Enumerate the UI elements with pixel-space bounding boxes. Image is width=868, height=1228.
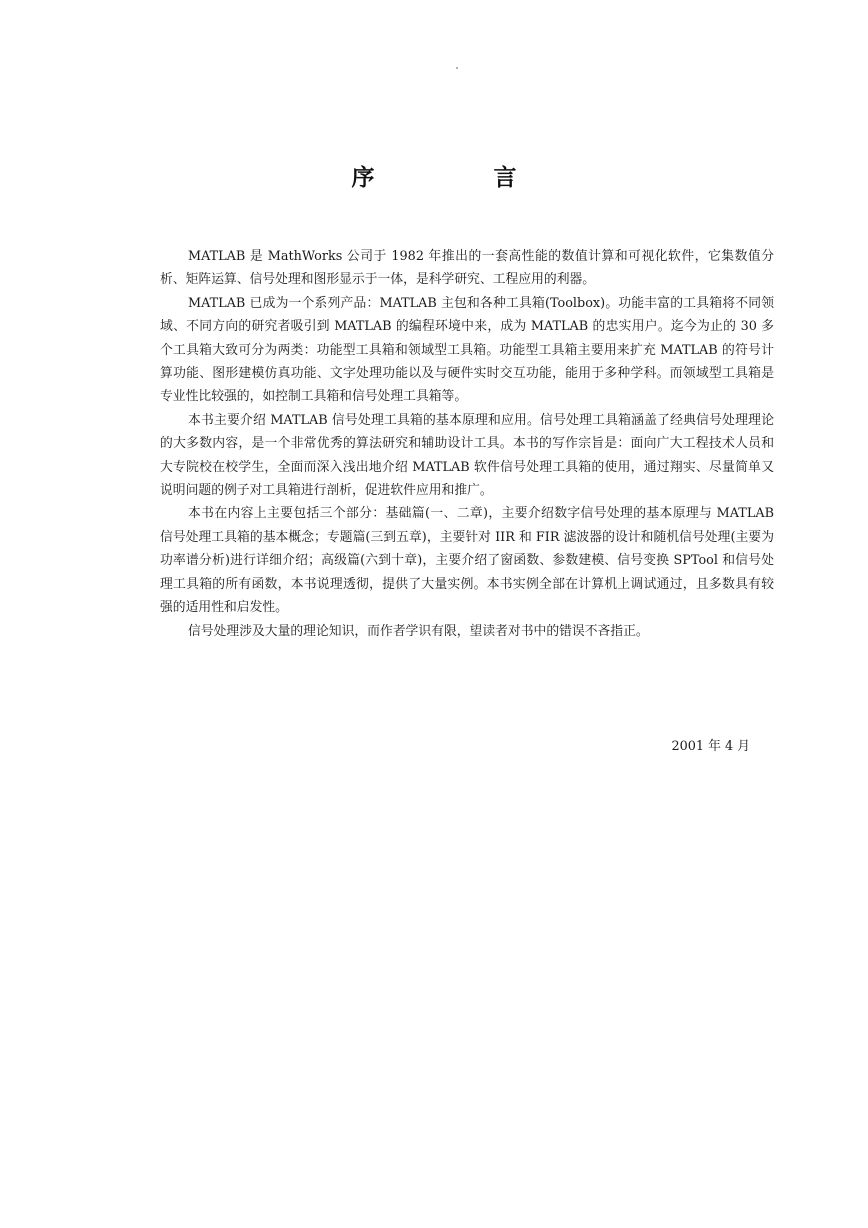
paragraph: MATLAB 已成为一个系列产品：MATLAB 主包和各种工具箱(Toolbox)。功能丰富的工具箱将不同领域、不同方向的研究者吸引到 MATLAB 的编程环境中来，成为 MATLAB 的忠实用户。迄今为止的 30 多个工具箱大致可分为两类：功能型工具箱和领域型工具箱。功能型工具箱主要用来扩充 MATLAB 的符号计算功能、图形建模仿真功能、文字处理功能以及与硬件实时交互功能，能用于多种学科。而领域型工具箱是专业性比较强的，如控制工具箱和信号处理工具箱等。	[160, 295, 774, 405]
preface-body	[160, 245, 774, 643]
date-line: 2001 年 4 月	[671, 739, 750, 754]
paragraph: 本书在内容上主要包括三个部分：基础篇(一、二章)，主要介绍数字信号处理的基本原理与 MATLAB 信号处理工具箱的基本概念；专题篇(三到五章)，主要针对 IIR 和 FIR 滤波器的设计和随机信号处理(主要为功率谱分析)进行详细介绍；高级篇(六到十章)，主要介绍了窗函数、参数建模、信号变换 SPTool 和信号处理工具箱的所有函数，本书说理透彻，提供了大量实例。本书实例全部在计算机上调试通过，且多数具有较强的适用性和启发性。	[160, 506, 774, 616]
scan-speck	[456, 67, 458, 69]
paragraph: 信号处理涉及大量的理论知识，而作者学识有限，望读者对书中的错误不吝指正。	[188, 623, 649, 639]
paragraph: MATLAB 是 MathWorks 公司于 1982 年推出的一套高性能的数值计算和可视化软件，它集数值分析、矩阵运算、信号处理和图形显示于一体，是科学研究、工程应用的利器。	[160, 249, 774, 288]
page-title: 序 言	[351, 165, 565, 191]
paragraph: 本书主要介绍 MATLAB 信号处理工具箱的基本原理和应用。信号处理工具箱涵盖了经典信号处理理论的大多数内容，是一个非常优秀的算法研究和辅助设计工具。本书的写作宗旨是：面向广大工程技术人员和大专院校在校学生，全面而深入浅出地介绍 MATLAB 软件信号处理工具箱的使用，通过翔实、尽量简单又说明问题的例子对工具箱进行剖析，促进软件应用和推广。	[160, 412, 774, 499]
